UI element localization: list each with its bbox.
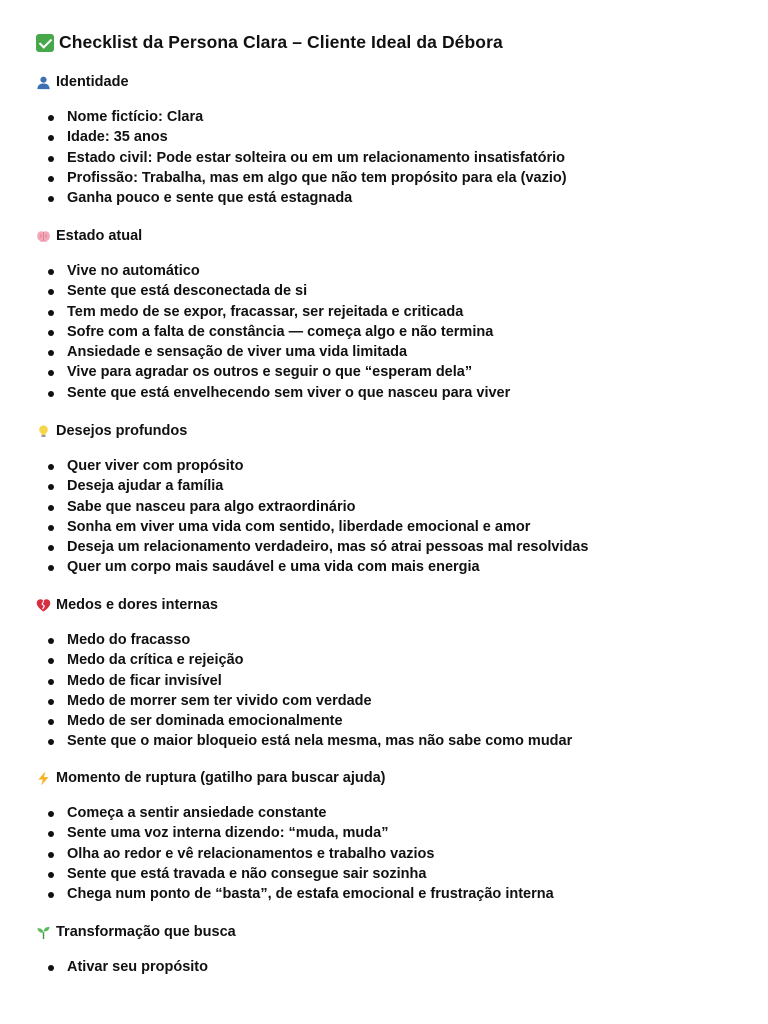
list-item: Sente que está desconectada de si	[36, 281, 510, 301]
section-heading-text: Momento de ruptura (gatilho para buscar ajuda)	[56, 770, 386, 786]
list-item: Olha ao redor e vê relacionamentos e trabalho vazios	[36, 844, 554, 864]
section-transformacao	[36, 922, 236, 977]
brain-icon	[36, 229, 51, 244]
section-heading-text: Desejos profundos	[56, 423, 188, 439]
section-heading-text: Estado atual	[56, 228, 143, 244]
section-medos-e-dores	[36, 595, 572, 752]
list-item: Vive no automático	[36, 261, 510, 281]
page-title	[36, 32, 503, 53]
broken-heart-icon	[36, 598, 51, 613]
list-item: Ansiedade e sensação de viver uma vida limitada	[36, 342, 510, 362]
section-heading	[36, 595, 572, 615]
section-heading	[36, 768, 554, 788]
lightning-icon	[36, 771, 51, 786]
item-list	[36, 107, 567, 208]
section-heading	[36, 72, 567, 92]
list-item: Tem medo de se expor, fracassar, ser rejeitada e criticada	[36, 302, 510, 322]
item-list	[36, 803, 554, 904]
list-item: Chega num ponto de “basta”, de estafa emocional e frustração interna	[36, 884, 554, 904]
item-list	[36, 957, 236, 977]
list-item: Quer um corpo mais saudável e uma vida com mais energia	[36, 557, 588, 577]
list-item: Quer viver com propósito	[36, 456, 588, 476]
seedling-icon	[36, 925, 51, 940]
section-momento-de-ruptura	[36, 768, 554, 904]
section-identidade	[36, 72, 567, 208]
person-icon	[36, 75, 51, 90]
item-list	[36, 630, 572, 752]
list-item: Ganha pouco e sente que está estagnada	[36, 188, 567, 208]
list-item: Estado civil: Pode estar solteira ou em um relacionamento insatisfatório	[36, 148, 567, 168]
item-list	[36, 456, 588, 578]
check-mark-icon	[36, 34, 54, 52]
section-heading	[36, 421, 588, 441]
list-item: Sente que o maior bloqueio está nela mesma, mas não sabe como mudar	[36, 731, 572, 751]
list-item: Medo de ficar invisível	[36, 671, 572, 691]
list-item: Ativar seu propósito	[36, 957, 236, 977]
section-estado-atual	[36, 226, 510, 403]
list-item: Começa a sentir ansiedade constante	[36, 803, 554, 823]
list-item: Nome fictício: Clara	[36, 107, 567, 127]
section-heading-text: Identidade	[56, 74, 129, 90]
list-item: Sonha em viver uma vida com sentido, liberdade emocional e amor	[36, 517, 588, 537]
list-item: Vive para agradar os outros e seguir o que “esperam dela”	[36, 362, 510, 382]
list-item: Deseja ajudar a família	[36, 476, 588, 496]
section-desejos-profundos	[36, 421, 588, 578]
list-item: Medo do fracasso	[36, 630, 572, 650]
section-heading	[36, 226, 510, 246]
list-item: Sente que está envelhecendo sem viver o que nasceu para viver	[36, 383, 510, 403]
list-item: Medo de morrer sem ter vivido com verdade	[36, 691, 572, 711]
list-item: Medo de ser dominada emocionalmente	[36, 711, 572, 731]
list-item: Sofre com a falta de constância — começa algo e não termina	[36, 322, 510, 342]
section-heading	[36, 922, 236, 942]
lightbulb-icon	[36, 424, 51, 439]
section-heading-text: Transformação que busca	[56, 924, 236, 940]
section-heading-text: Medos e dores internas	[56, 597, 218, 613]
item-list	[36, 261, 510, 403]
page-title-text: Checklist da Persona Clara – Cliente Ideal da Débora	[59, 32, 503, 52]
list-item: Idade: 35 anos	[36, 127, 567, 147]
list-item: Deseja um relacionamento verdadeiro, mas só atrai pessoas mal resolvidas	[36, 537, 588, 557]
list-item: Medo da crítica e rejeição	[36, 650, 572, 670]
list-item: Sente uma voz interna dizendo: “muda, muda”	[36, 823, 554, 843]
list-item: Profissão: Trabalha, mas em algo que não tem propósito para ela (vazio)	[36, 168, 567, 188]
list-item: Sabe que nasceu para algo extraordinário	[36, 497, 588, 517]
list-item: Sente que está travada e não consegue sair sozinha	[36, 864, 554, 884]
